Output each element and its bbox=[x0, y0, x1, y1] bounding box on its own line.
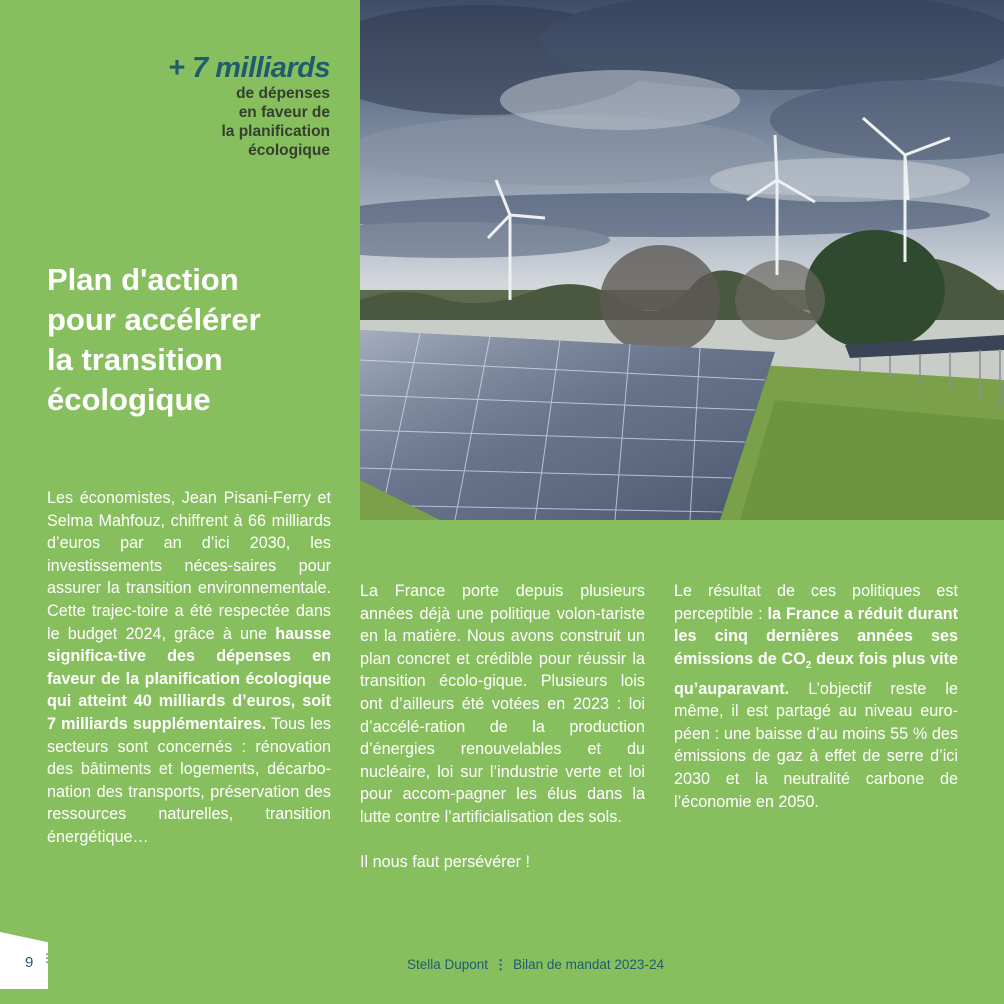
col1-text-b: Tous les secteurs sont concernés : rénovation des bâtiments et logements, décarbo-nation des transports, préservation des ressources naturelles, transition énergétique… bbox=[47, 714, 331, 846]
title-line-2: pour accélérer bbox=[47, 302, 261, 337]
title-line-3: la transition bbox=[47, 342, 223, 377]
solar-farm-photo bbox=[360, 0, 1004, 520]
stat-line-2: en faveur de bbox=[238, 104, 330, 121]
stat-line-3: la planification bbox=[221, 123, 330, 140]
footer bbox=[407, 957, 664, 973]
col2-paragraph-1: La France porte depuis plusieurs années déjà une politique volon-tariste en la matière. Nous avons construit un plan concret et crédible pour réussir la transition écolo-gique. Plusieurs lois ont d’ailleurs été votées en 2023 : loi d’accélé-ration de la production d’énergies renouvelables et du nucléaire, loi sur l’industrie verte et loi pour accom-pagner les élus dans la lutte contre l’artificialisation des sols. bbox=[360, 582, 645, 826]
stat-line-4: écologique bbox=[248, 142, 330, 159]
co2-subscript: 2 bbox=[805, 660, 812, 672]
title-line-4: écologique bbox=[47, 382, 211, 417]
col1-highlight: hausse significa-tive des dépenses en faveur de la planification écologique qui atteint 40 milliards d’euros, soit 7 milliards supplémentaires. bbox=[47, 624, 331, 733]
footer-separator: ⋮ bbox=[493, 957, 508, 972]
col2-paragraph-2: Il nous faut persévérer ! bbox=[360, 852, 531, 871]
column-2-text bbox=[360, 580, 645, 873]
stat-line-1: de dépenses bbox=[236, 85, 330, 102]
footer-author: Stella Dupont bbox=[407, 957, 489, 972]
stat-callout bbox=[168, 52, 330, 160]
column-1-text bbox=[47, 487, 331, 849]
col3-highlight-b: deux fois plus vite qu’auparavant. bbox=[674, 649, 958, 698]
col3-text-b: L’objectif reste le même, il est partagé au niveau euro-péen : une baisse d’au moins 55 % des émissions de gaz à effet de serre d’ici 2030 et la neutralité carbone de l’économie en 2050. bbox=[674, 679, 958, 811]
footer-document: Bilan de mandat 2023-24 bbox=[513, 957, 664, 972]
page-title bbox=[47, 260, 347, 420]
col3-highlight-a: la France a réduit durant les cinq dernières années ses émissions de CO bbox=[674, 604, 959, 668]
col1-text-a: Les économistes, Jean Pisani-Ferry et Selma Mahfouz, chiffrent à 66 milliards d’euros par an d’ici 2030, les investissements néces-saires pour assurer la transition environnementale. Cette trajec-toire a été respectée dans le budget 2024, grâce à une bbox=[47, 489, 331, 643]
title-line-1: Plan d'action bbox=[47, 262, 239, 297]
page-dots-icon: ⋮ bbox=[41, 951, 53, 965]
column-3-text bbox=[674, 580, 958, 813]
page-number: 9 bbox=[25, 954, 34, 971]
col3-text-a: Le résultat de ces politiques est perceptible : bbox=[674, 582, 958, 623]
stat-figure: + 7 milliards bbox=[168, 52, 330, 84]
